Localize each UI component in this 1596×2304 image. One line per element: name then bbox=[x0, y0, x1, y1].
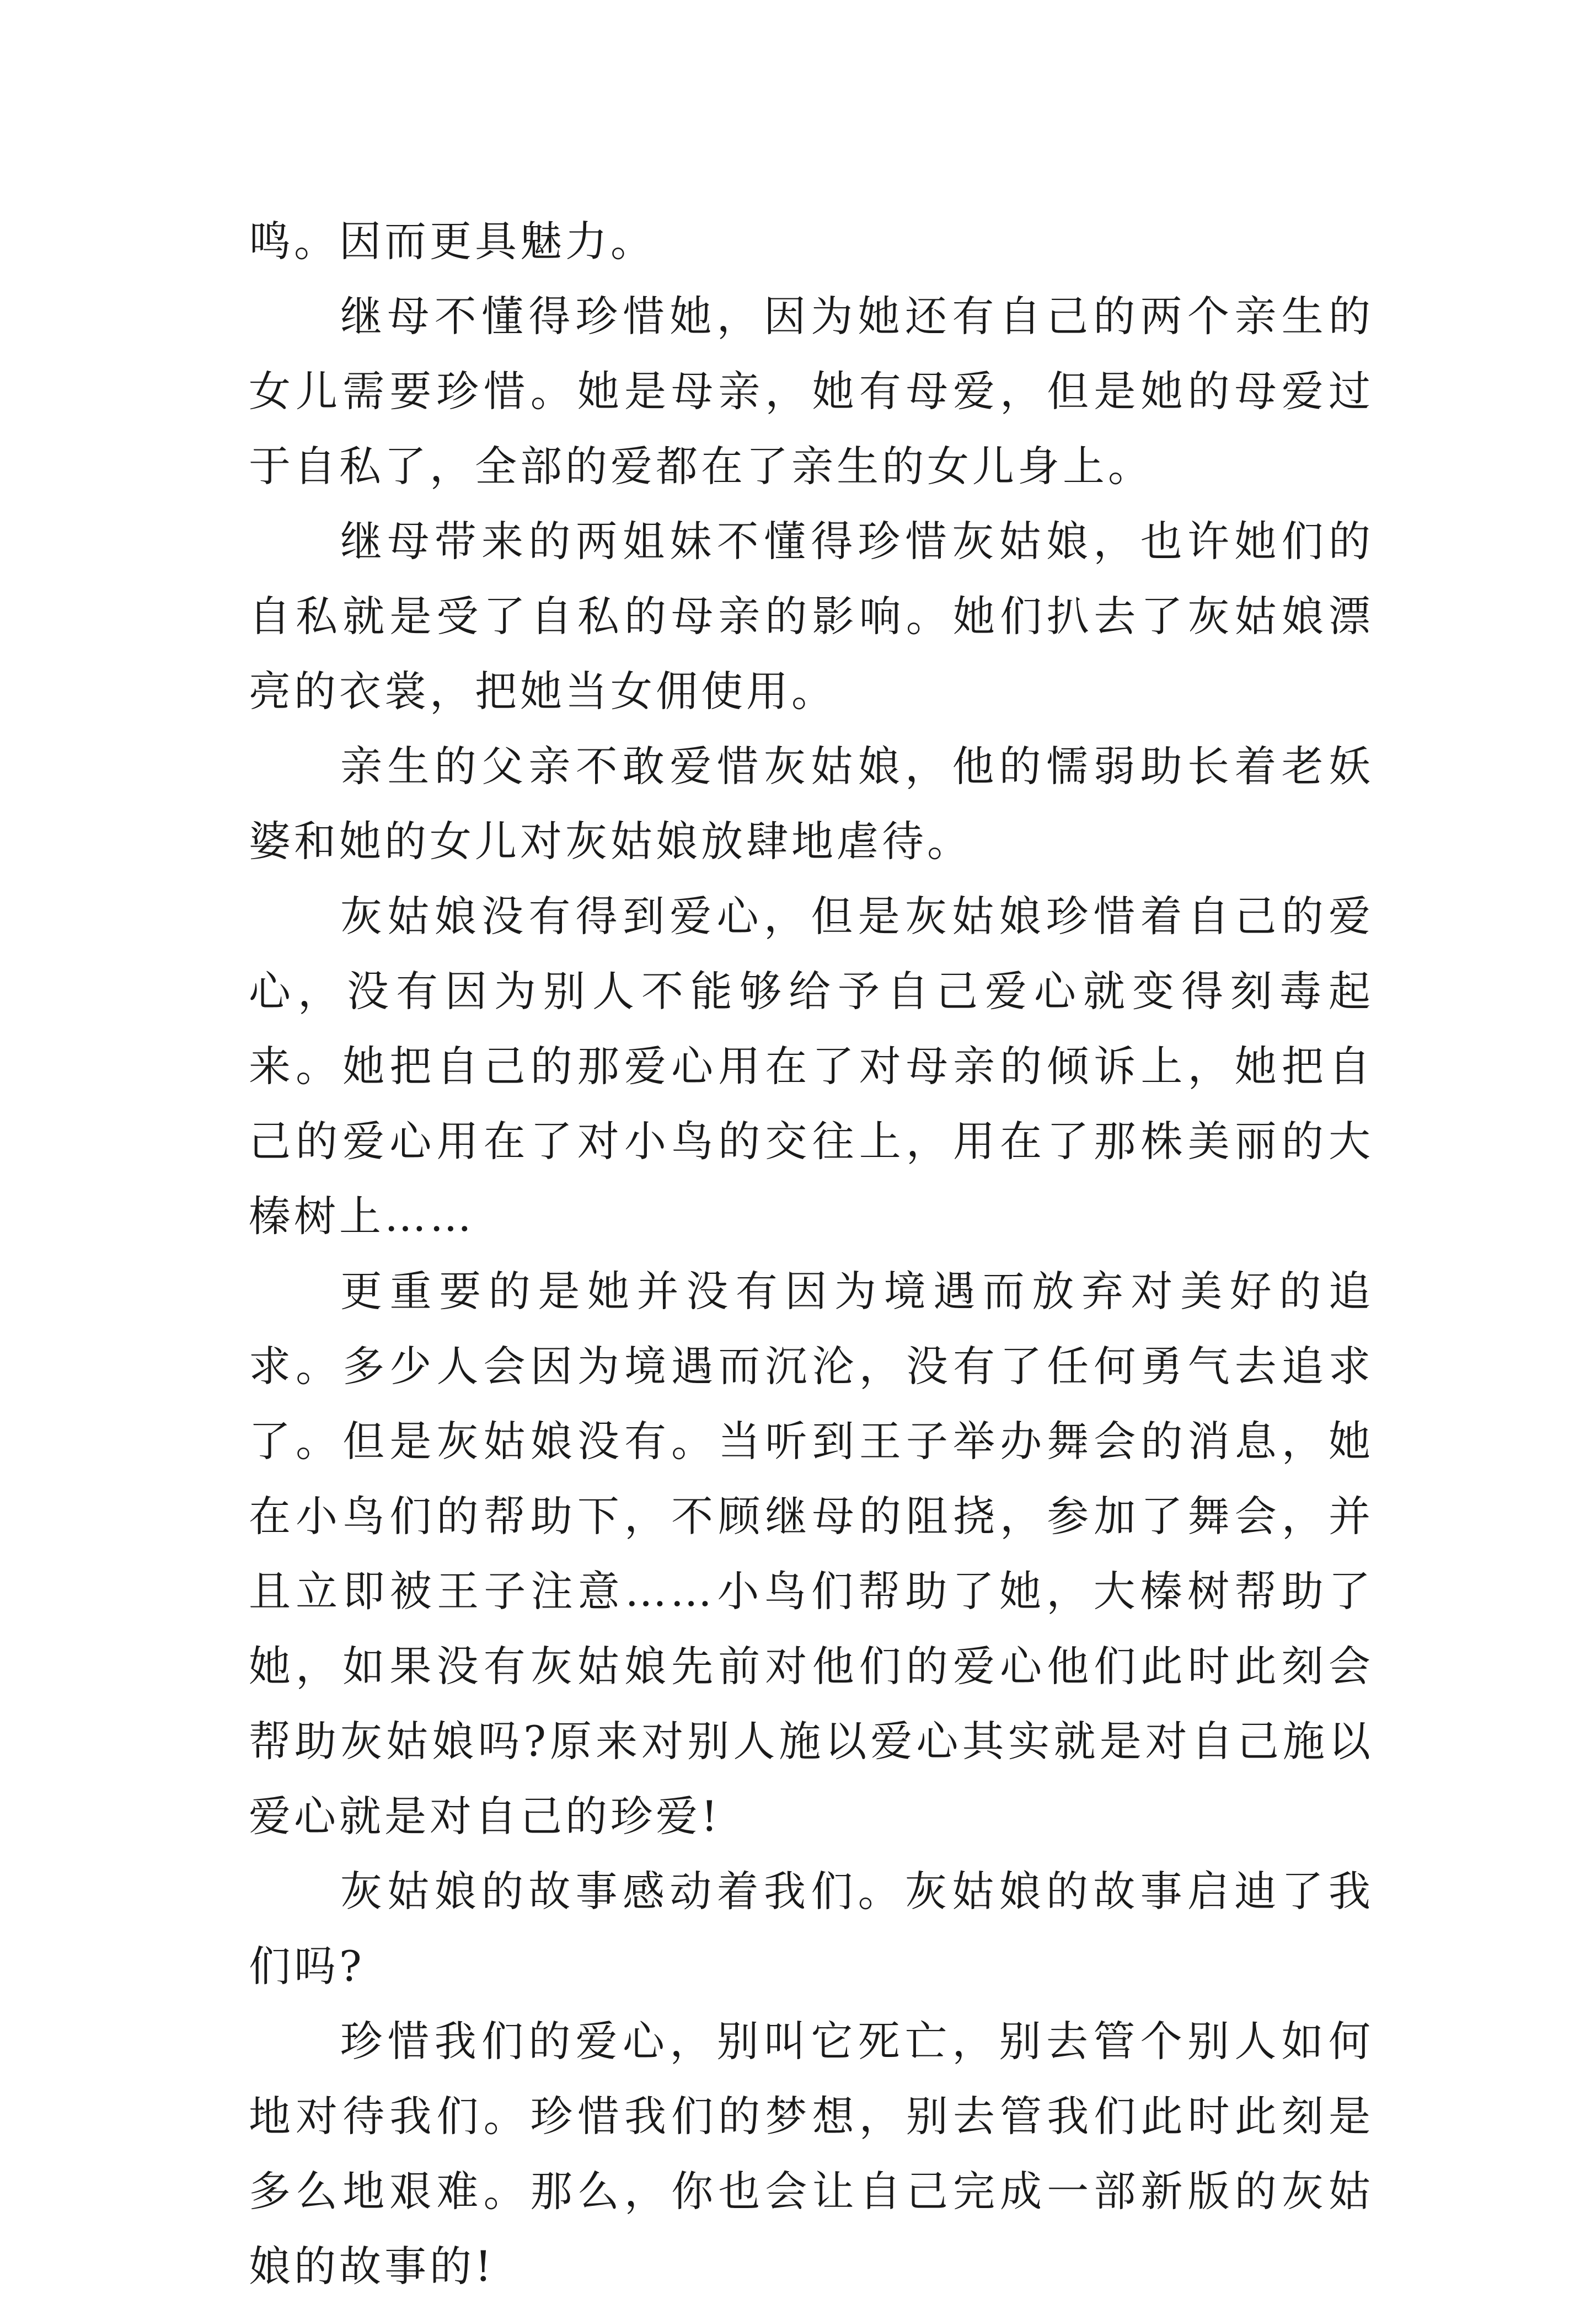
paragraph-2: 继母不懂得珍惜她，因为她还有自己的两个亲生的女儿需要珍惜。她是母亲，她有母爱，但是她的母爱过于自私了，全部的爱都在了亲生的女儿身上。 bbox=[249, 292, 1374, 491]
paragraph-5: 灰姑娘没有得到爱心，但是灰姑娘珍惜着自己的爱心，没有因为别人不能够给予自己爱心就变得刻毒起来。她把自己的那爱心用在了对母亲的倾诉上，她把自己的爱心用在了对小鸟的交往上，用在了那株美丽的大榛树上…… bbox=[249, 892, 1374, 1241]
paragraph-4: 亲生的父亲不敢爱惜灰姑娘，他的懦弱助长着老妖婆和她的女儿对灰姑娘放肆地虐待。 bbox=[249, 742, 1374, 866]
document-body bbox=[249, 204, 1374, 2304]
paragraph-7: 灰姑娘的故事感动着我们。灰姑娘的故事启迪了我们吗? bbox=[249, 1867, 1374, 1991]
paragraph-1: 鸣。因而更具魅力。 bbox=[249, 217, 656, 266]
paragraph-8: 珍惜我们的爱心，别叫它死亡，别去管个别人如何地对待我们。珍惜我们的梦想，别去管我们此时此刻是多么地艰难。那么，你也会让自己完成一部新版的灰姑娘的故事的! bbox=[249, 2017, 1374, 2291]
paragraph-6: 更重要的是她并没有因为境遇而放弃对美好的追求。多少人会因为境遇而沉沦，没有了任何勇气去追求了。但是灰姑娘没有。当听到王子举办舞会的消息，她在小鸟们的帮助下，不顾继母的阻挠，参加了舞会，并且立即被王子注意……小鸟们帮助了她，大榛树帮助了她，如果没有灰姑娘先前对他们的爱心他们此时此刻会帮助灰姑娘吗?原来对别人施以爱心其实就是对自己施以爱心就是对自己的珍爱! bbox=[249, 1267, 1374, 1841]
paragraph-3: 继母带来的两姐妹不懂得珍惜灰姑娘，也许她们的自私就是受了自私的母亲的影响。她们扒去了灰姑娘漂亮的衣裳，把她当女佣使用。 bbox=[249, 517, 1374, 716]
